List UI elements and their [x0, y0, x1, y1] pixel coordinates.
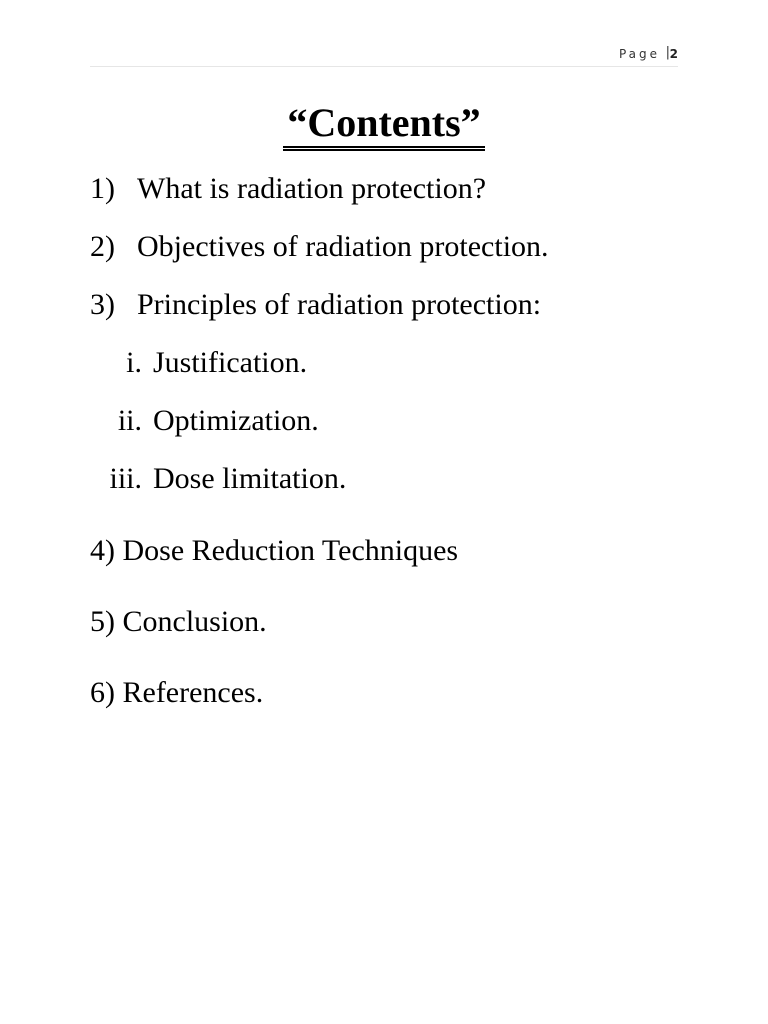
- toc-subitem-number: ii.: [117, 404, 142, 437]
- toc-item-number: 3): [90, 288, 115, 321]
- toc-subitem-3: [90, 462, 690, 496]
- toc-subitem-text: Justification.: [153, 346, 308, 379]
- toc-item-5: [90, 605, 690, 639]
- toc-item-text: 6) References.: [90, 676, 264, 709]
- page-header: [90, 46, 678, 67]
- page-number: 2: [669, 47, 678, 61]
- toc-subitem-text: Dose limitation.: [153, 462, 347, 495]
- toc-item-text: Objectives of radiation protection.: [137, 230, 549, 263]
- toc-subitem-number: iii.: [109, 462, 142, 495]
- toc-item-3: [90, 288, 690, 322]
- toc-item-text: Principles of radiation protection:: [137, 288, 542, 321]
- toc-subitem-text: Optimization.: [153, 404, 319, 437]
- title-container: [0, 100, 768, 151]
- page-separator: |: [665, 45, 670, 60]
- toc-subitem-2: [90, 404, 690, 438]
- page-title: “Contents”: [283, 100, 484, 151]
- toc-item-text: 4) Dose Reduction Techniques: [90, 534, 459, 567]
- toc-item-number: 2): [90, 230, 115, 263]
- toc-item-text: What is radiation protection?: [137, 172, 487, 205]
- toc-subitem-1: [90, 346, 690, 380]
- toc-item-6: [90, 676, 690, 710]
- toc-item-1: [90, 172, 690, 206]
- toc-item-2: [90, 230, 690, 264]
- toc-item-4: [90, 534, 690, 568]
- toc-item-text: 5) Conclusion.: [90, 605, 267, 638]
- toc-item-number: 1): [90, 172, 115, 205]
- page-label: Page: [618, 47, 660, 61]
- toc-subitem-number: i.: [126, 346, 142, 379]
